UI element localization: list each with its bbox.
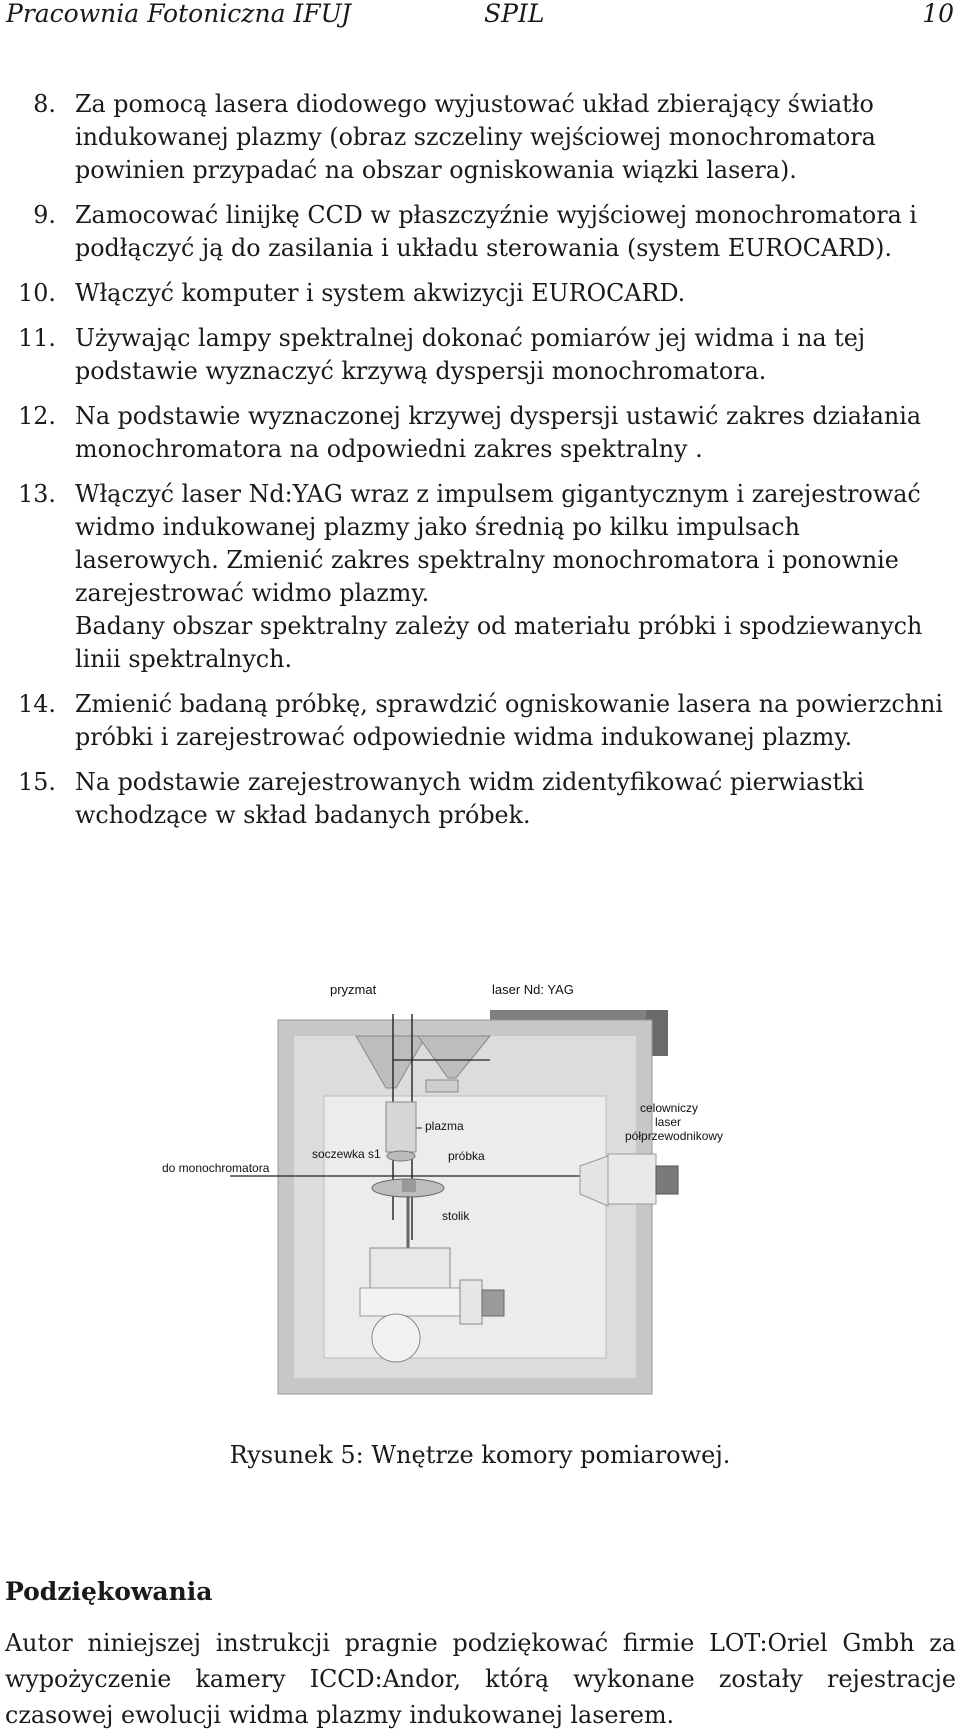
aiming-laser-cap [656,1166,678,1194]
stage-motor-arm [460,1280,482,1324]
step-text: Na podstawie zarejestrowanych widm zidentyfikować pierwiastki wchodzące w skład badanych próbek. [75,768,865,829]
chamber-diagram [160,980,800,1400]
label-prism: pryzmat [330,982,377,997]
lens-s1 [387,1151,415,1161]
header-page-number: 10 [922,0,954,28]
acknowledgements-heading: Podziękowania [5,1577,213,1606]
procedure-step [0,688,960,754]
label-monochromator: do monochromatora [162,1161,270,1175]
procedure-step [0,766,960,832]
step-text: Włączyć komputer i system akwizycji EUROCARD. [75,279,686,307]
procedure-step [0,400,960,466]
step-note: Badany obszar spektralny zależy od materiału próbki i spodziewanych linii spektralnych. [75,612,923,673]
step-text: Zmienić badaną próbkę, sprawdzić ogniskowanie lasera na powierzchni próbki i zarejestrować odpowiednie widma indukowanej plazmy. [75,690,944,751]
step-number: 10. [18,279,56,307]
procedure-step [0,478,960,676]
aiming-laser-body [608,1154,656,1204]
acknowledgements-text: Autor niniejszej instrukcji pragnie podziękować firmie LOT:Oriel Gmbh za wypożyczenie kamery ICCD:Andor, którą wykonane zostały rejestracje czasowej ewolucji widma plazmy indukowanej laserem. [5,1629,956,1729]
label-sample: próbka [448,1149,485,1163]
step-number: 13. [18,480,56,508]
step-number: 9. [33,201,56,229]
label-plasma: plazma [425,1119,464,1133]
procedure-step [0,199,960,265]
label-aiming-laser-3: półprzewodnikowy [625,1129,724,1143]
step-text: Na podstawie wyznaczonej krzywej dyspersji ustawić zakres działania monochromatora na odpowiedni zakres spektralny . [75,402,922,463]
measurement-chamber-figure [160,980,800,1400]
step-number: 15. [18,768,56,796]
procedure-step [0,322,960,388]
sample [402,1180,416,1192]
step-number: 8. [33,90,56,118]
lens-tube [386,1102,416,1152]
page-header [6,0,954,30]
label-lens: soczewka s1 [312,1147,381,1161]
stage-motor [482,1290,504,1316]
label-stage: stolik [442,1209,470,1223]
step-number: 12. [18,402,56,430]
step-text: Używając lampy spektralnej dokonać pomiarów jej widma i na tej podstawie wyznaczyć krzywą dyspersji monochromatora. [75,324,866,385]
header-lab-name: Pracownia Fotoniczna IFUJ [6,0,352,28]
procedure-step [0,277,960,310]
procedure-step [0,88,960,187]
header-course-code: SPIL [484,0,545,28]
stage-base [360,1288,470,1316]
stage-wheel [372,1314,420,1362]
step-text: Zamocować linijkę CCD w płaszczyźnie wyjściowej monochromatora i podłączyć ją do zasilania i układu sterowania (system EUROCARD). [75,201,917,262]
step-number: 14. [18,690,56,718]
figure-caption: Rysunek 5: Wnętrze komory pomiarowej. [229,1441,731,1469]
label-aiming-laser-1: celowniczy [640,1101,699,1115]
label-aiming-laser-2: laser [655,1115,682,1129]
label-laser: laser Nd: YAG [492,982,574,997]
step-number: 11. [18,324,56,352]
procedure-steps-list [0,88,960,844]
step-text: Za pomocą lasera diodowego wyjustować układ zbierający światło indukowanej plazmy (obraz szczeliny wejściowej monochromatora powinien przypadać na obszar ogniskowania wiązki lasera). [75,90,876,184]
stage-block [370,1248,450,1288]
prism-mount [426,1080,458,1092]
step-text: Włączyć laser Nd:YAG wraz z impulsem gigantycznym i zarejestrować widmo indukowanej plazmy jako średnią po kilku impulsach laserowych. Zmienić zakres spektralny monochromatora i ponownie zarejestrować widmo plazmy. [75,480,921,607]
